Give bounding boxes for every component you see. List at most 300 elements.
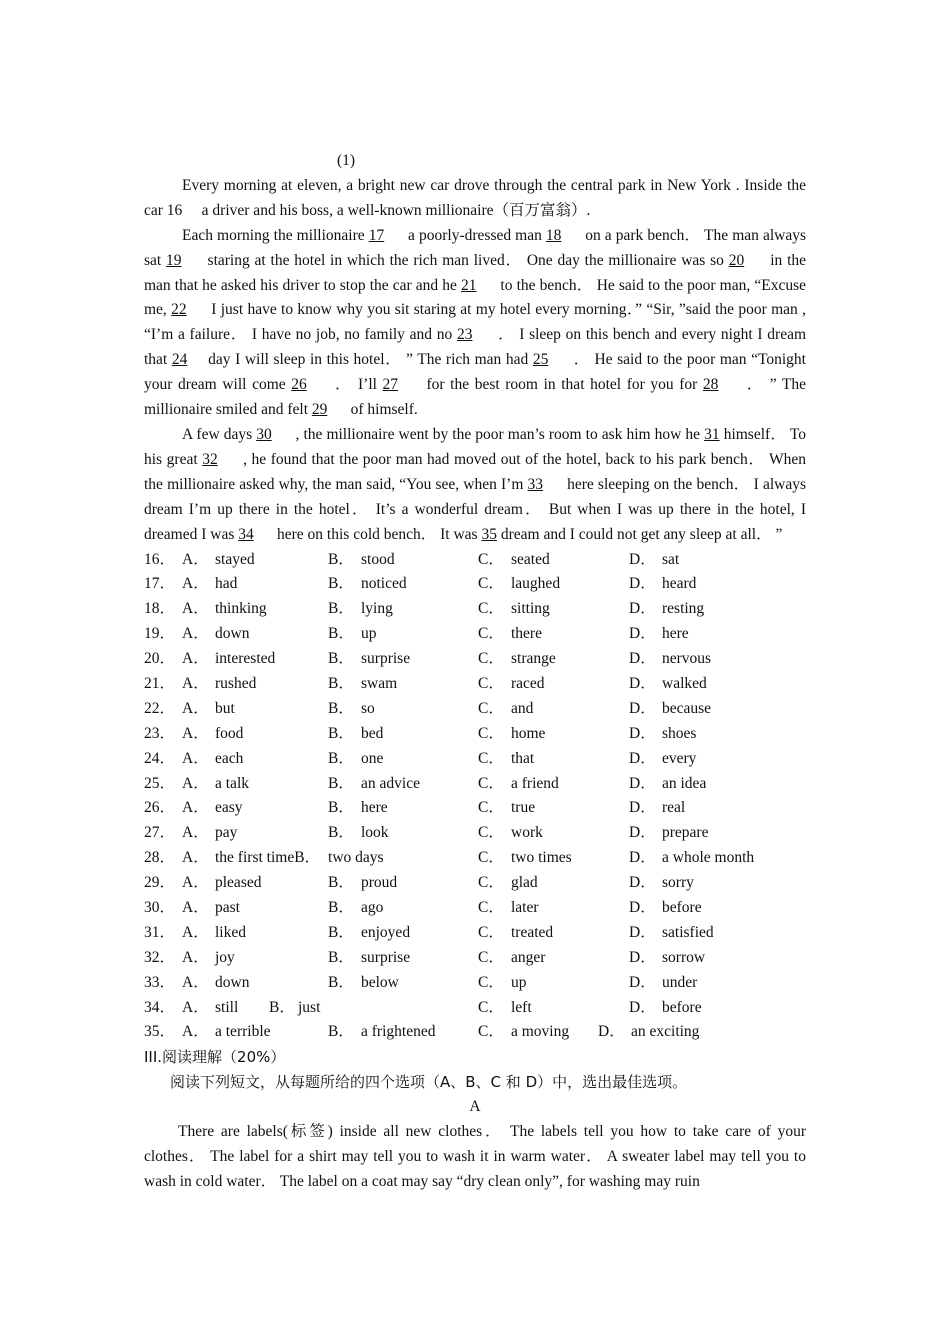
option-text: laughed [511,575,561,593]
option-b[interactable] [328,946,478,971]
option-row [144,672,806,697]
option-a[interactable] [182,722,328,747]
option-c[interactable] [478,846,629,871]
option-d[interactable] [629,672,789,697]
option-text: pay [215,824,238,842]
option-letter: B． [328,774,354,792]
option-b[interactable] [328,1020,478,1045]
option-d[interactable] [629,722,789,747]
passage-text: for the best room in that hotel for you for [398,376,703,394]
option-row [144,846,806,871]
option-letter: B． [294,849,321,867]
option-c[interactable] [478,971,629,996]
blank-number: 23 [456,326,473,344]
option-letter: C． [478,824,504,842]
option-letter: B． [328,674,354,692]
option-b[interactable] [328,622,478,647]
option-c[interactable] [478,1020,598,1045]
option-letter: A． [182,973,209,991]
option-text: surprise [361,650,411,668]
option-text: before [662,898,702,916]
option-letter: A． [182,1023,209,1041]
option-text: and [511,699,534,717]
option-letter: A． [182,699,209,717]
option-c[interactable] [478,896,629,921]
option-text: under [662,973,698,991]
option-b[interactable] [328,971,478,996]
option-text: a talk [215,774,249,792]
blank-number: 27 [382,376,399,394]
option-a[interactable] [182,597,328,622]
question-number: 22． [144,699,176,717]
option-d[interactable] [629,622,789,647]
option-text: down [215,973,250,991]
option-row [144,572,806,597]
option-d[interactable] [629,772,789,797]
option-a[interactable] [182,772,328,797]
option-c[interactable] [478,747,629,772]
option-letter: C． [478,625,504,643]
option-letter: C． [478,898,504,916]
option-text: but [215,699,235,717]
option-text: here [361,799,388,817]
option-text: nervous [662,650,712,668]
option-row [144,622,806,647]
option-text: lying [361,600,393,618]
option-text: an idea [662,774,707,792]
option-letter: C． [478,774,504,792]
option-letter: A． [182,824,209,842]
option-text: two times [511,849,572,867]
option-c[interactable] [478,772,629,797]
option-letter: C． [478,550,504,568]
option-text: swam [361,674,398,692]
blank-number: 19 [166,251,182,269]
option-letter: B． [328,1023,354,1041]
option-b[interactable] [328,821,478,846]
option-a[interactable] [182,971,328,996]
option-letter: D． [629,625,656,643]
option-letter: D． [629,575,656,593]
blank-number: 35 [481,525,497,543]
option-c[interactable] [478,921,629,946]
passage-text: a poorly-dressed man [384,226,546,244]
option-c[interactable] [478,622,629,647]
option-text: noticed [361,575,407,593]
option-text: the first time [215,849,295,867]
option-letter: D． [598,1023,625,1041]
option-text: ago [361,898,384,916]
option-letter: C． [478,749,504,767]
option-d[interactable] [629,796,789,821]
option-d[interactable] [629,996,789,1021]
option-c[interactable] [478,672,629,697]
option-a[interactable] [182,796,328,821]
blank-number: 17 [368,226,385,244]
option-c[interactable] [478,572,629,597]
question-number: 16． [144,550,176,568]
cloze-paragraph [144,423,806,548]
option-text: food [215,724,244,742]
option-a[interactable] [182,622,328,647]
option-text: sorrow [662,948,706,966]
option-letter: B． [328,550,354,568]
option-letter: B． [328,799,354,817]
option-text: a moving [511,1023,570,1041]
option-text: one [361,749,384,767]
option-text: heard [662,575,697,593]
option-text: a friend [511,774,559,792]
option-text: down [215,625,250,643]
option-letter: A． [182,550,209,568]
question-number: 19． [144,625,176,643]
option-text: bed [361,724,384,742]
cloze-passage [144,174,806,548]
option-a[interactable] [182,697,328,722]
passage-text: staring at the hotel in which the rich man lived． One day the millionaire was so [181,251,729,269]
option-text: real [662,799,686,817]
option-row [144,597,806,622]
option-b[interactable] [328,672,478,697]
option-b[interactable] [328,647,478,672]
option-row [144,871,806,896]
option-letter: B． [328,724,354,742]
document-page [144,149,806,1195]
option-text: that [511,749,535,767]
passage-text: here on this cold bench． It was [253,525,482,543]
passage-text: here sleeping on the bench． I always dream I’m up there in the hotel． It’s a wonderful dream． But when I was up there in the hotel, I dreamed I was [144,475,806,543]
option-text: past [215,898,240,916]
option-text: seated [511,550,550,568]
option-row [144,971,806,996]
blank-number: 25 [532,351,549,369]
passage-text: dream and I could not get any sleep at all． ” [496,525,783,543]
option-row [144,747,806,772]
option-text: treated [511,923,554,941]
option-text: there [511,625,542,643]
option-text: strange [511,650,556,668]
option-text: every [662,749,697,767]
option-text: satisfied [662,923,714,941]
option-text: work [511,824,543,842]
option-c[interactable] [478,996,629,1021]
option-letter: D． [629,998,656,1016]
option-letter: A． [182,600,209,618]
option-row [144,548,806,573]
option-text: just [298,998,321,1016]
options-list [144,548,806,1046]
option-text: liked [215,923,246,941]
option-letter: A． [182,774,209,792]
option-letter: A． [182,674,209,692]
option-text: joy [215,948,235,966]
option-letter: A． [182,998,209,1016]
option-letter: C． [478,600,504,618]
option-letter: B． [328,948,354,966]
option-text: stood [361,550,395,568]
option-letter: A． [182,575,209,593]
passage-text: Every morning at eleven, a bright new car drove through the central park in New York . Inside the car 16 a driver and his boss, a well-known millionaire（百万富翁）. [144,176,806,219]
option-row [144,946,806,971]
option-text: pleased [215,874,262,892]
option-text: below [361,973,399,991]
option-text: glad [511,874,538,892]
blank-number: 34 [238,525,254,543]
option-letter: A． [182,948,209,966]
option-text: walked [662,674,707,692]
question-number: 18． [144,600,176,618]
option-d[interactable] [629,946,789,971]
option-letter: B． [328,874,354,892]
question-number: 17． [144,575,176,593]
option-b[interactable] [328,871,478,896]
option-b[interactable] [328,796,478,821]
blank-number: 22 [171,301,187,319]
option-a[interactable] [182,1020,328,1045]
option-row [144,772,806,797]
option-text: before [662,998,702,1016]
option-b[interactable] [328,548,478,573]
option-d[interactable] [629,971,789,996]
question-number: 25． [144,774,176,792]
option-text: up [361,625,377,643]
option-d[interactable] [629,597,789,622]
option-c[interactable] [478,697,629,722]
option-text: enjoyed [361,923,411,941]
option-letter: B． [328,749,354,767]
option-text: an advice [361,774,420,792]
option-letter: C． [478,1023,504,1041]
option-letter: C． [478,674,504,692]
option-text: so [361,699,375,717]
option-text: thinking [215,600,267,618]
option-letter: C． [478,575,504,593]
question-number: 28． [144,849,176,867]
option-letter: B． [328,824,354,842]
blank-number: 20 [728,251,745,269]
question-number: 29． [144,874,176,892]
option-row [144,647,806,672]
option-letter: C． [478,699,504,717]
option-letter: C． [478,650,504,668]
passage-text: ． He said to the poor man “Tonight your dream will come [144,351,806,394]
passage-text: in the man that he asked his driver to stop the car and he [144,251,807,294]
option-text: sorry [662,874,694,892]
question-number: 26． [144,799,176,817]
option-b[interactable] [328,722,478,747]
option-a[interactable] [182,548,328,573]
option-c[interactable] [478,548,629,573]
option-b[interactable] [328,572,478,597]
option-b[interactable] [328,772,478,797]
option-row [144,921,806,946]
option-c[interactable] [478,597,629,622]
option-a[interactable] [182,871,328,896]
option-letter: D． [629,600,656,618]
option-b[interactable] [328,921,478,946]
option-a[interactable] [182,896,328,921]
option-d[interactable] [629,921,789,946]
option-text: up [511,973,527,991]
option-row [144,697,806,722]
option-text: had [215,575,238,593]
option-letter: B． [328,973,354,991]
option-letter: A． [182,923,209,941]
option-letter: A． [182,799,209,817]
option-letter: A． [182,749,209,767]
passage-text: , he found that the poor man had moved out of the hotel, back to his park bench． When the millionaire asked why, the man said, “You see, when I’m [144,450,806,493]
option-text: look [361,824,389,842]
option-a[interactable] [182,921,328,946]
option-letter: C． [478,849,504,867]
option-text: stayed [215,550,255,568]
question-number: 34． [144,998,176,1016]
option-row [144,996,806,1021]
option-letter: B． [328,923,354,941]
option-text: true [511,799,536,817]
cloze-paragraph [144,174,806,224]
option-letter: D． [629,948,656,966]
option-text: resting [662,600,705,618]
option-letter: D． [629,550,656,568]
option-text: a terrible [215,1023,271,1041]
option-a[interactable] [182,647,328,672]
option-a[interactable] [182,672,328,697]
option-d[interactable] [629,647,789,672]
option-text: prepare [662,824,709,842]
option-b[interactable] [328,896,478,921]
passage-label: A [469,1098,481,1116]
option-c[interactable] [478,946,629,971]
blank-number: 26 [291,376,307,394]
option-a[interactable] [182,821,328,846]
passage-text: on a park bench． The man always sat [144,226,806,269]
option-letter: B． [328,625,354,643]
cloze-paragraph [144,224,806,423]
option-letter: A． [182,724,209,742]
option-a[interactable] [182,572,328,597]
question-number: 33． [144,973,176,991]
option-d[interactable] [629,697,789,722]
option-letter: D． [629,898,656,916]
blank-number: 33 [527,475,544,493]
option-text: surprise [361,948,411,966]
option-a[interactable] [182,946,328,971]
option-d[interactable] [629,871,789,896]
option-letter: C． [478,724,504,742]
option-d[interactable] [598,1020,758,1045]
option-row [144,821,806,846]
option-c[interactable] [478,722,629,747]
option-letter: C． [478,948,504,966]
option-text: raced [511,674,545,692]
option-d[interactable] [629,896,789,921]
option-b[interactable] [328,597,478,622]
option-c[interactable] [478,821,629,846]
option-letter: B． [328,898,354,916]
option-a-b[interactable] [182,846,478,871]
option-letter: C． [478,973,504,991]
option-text: home [511,724,546,742]
option-a[interactable] [182,747,328,772]
question-number: 24． [144,749,176,767]
option-d[interactable] [629,821,789,846]
passage-text: to the bench． He said to the poor man, “Excuse me, [144,276,806,319]
blank-number: 29 [311,401,328,419]
option-letter: D． [629,724,656,742]
option-letter: A． [182,625,209,643]
question-number: 23． [144,724,176,742]
option-text: sitting [511,600,550,618]
option-letter: B． [328,699,354,717]
option-letter: C． [478,874,504,892]
option-text: because [662,699,712,717]
option-text: anger [511,948,546,966]
passage-text: , the millionaire went by the poor man’s room to ask him how he [271,425,705,443]
blank-number: 21 [460,276,477,294]
section-title: III.阅读理解（20%） [144,1048,286,1067]
blank-number: 31 [704,425,720,443]
option-row [144,796,806,821]
question-number: 20． [144,650,176,668]
option-d[interactable] [629,548,789,573]
passage-text: Each morning the millionaire [182,226,369,244]
option-d[interactable] [629,747,789,772]
option-letter: B． [328,650,354,668]
option-text: each [215,749,244,767]
option-letter: D． [629,849,656,867]
option-letter: D． [629,874,656,892]
option-b[interactable] [328,697,478,722]
option-text: shoes [662,724,697,742]
option-text: an exciting [631,1023,700,1041]
option-letter: B． [328,575,354,593]
blank-number: 24 [171,351,188,369]
option-text: later [511,898,539,916]
option-text: still [215,998,239,1016]
question-number: 21． [144,674,176,692]
option-c[interactable] [478,871,629,896]
option-d[interactable] [629,846,789,871]
option-letter: C． [478,998,504,1016]
option-a[interactable] [182,996,269,1021]
option-text: left [511,998,532,1016]
option-c[interactable] [478,647,629,672]
option-b[interactable] [328,747,478,772]
passage-text: A few days [182,425,257,443]
option-b[interactable] [269,996,478,1021]
passage-text: ． I’ll [306,376,383,394]
option-c[interactable] [478,796,629,821]
option-text: a whole month [662,849,755,867]
option-text: a frightened [361,1023,436,1041]
part-number: (1) [337,152,356,169]
option-text: two days [328,849,384,867]
option-text: rushed [215,674,257,692]
option-letter: A． [182,650,209,668]
blank-number: 18 [545,226,562,244]
option-letter: B． [269,998,295,1016]
option-d[interactable] [629,572,789,597]
question-number: 31． [144,923,176,941]
passage-text: of himself. [327,401,418,419]
option-letter: D． [629,799,656,817]
option-row [144,1020,806,1045]
passage-text: day I will sleep in this hotel． ” The rich man had [187,351,533,369]
option-letter: D． [629,774,656,792]
option-letter: C． [478,799,504,817]
option-text: easy [215,799,243,817]
